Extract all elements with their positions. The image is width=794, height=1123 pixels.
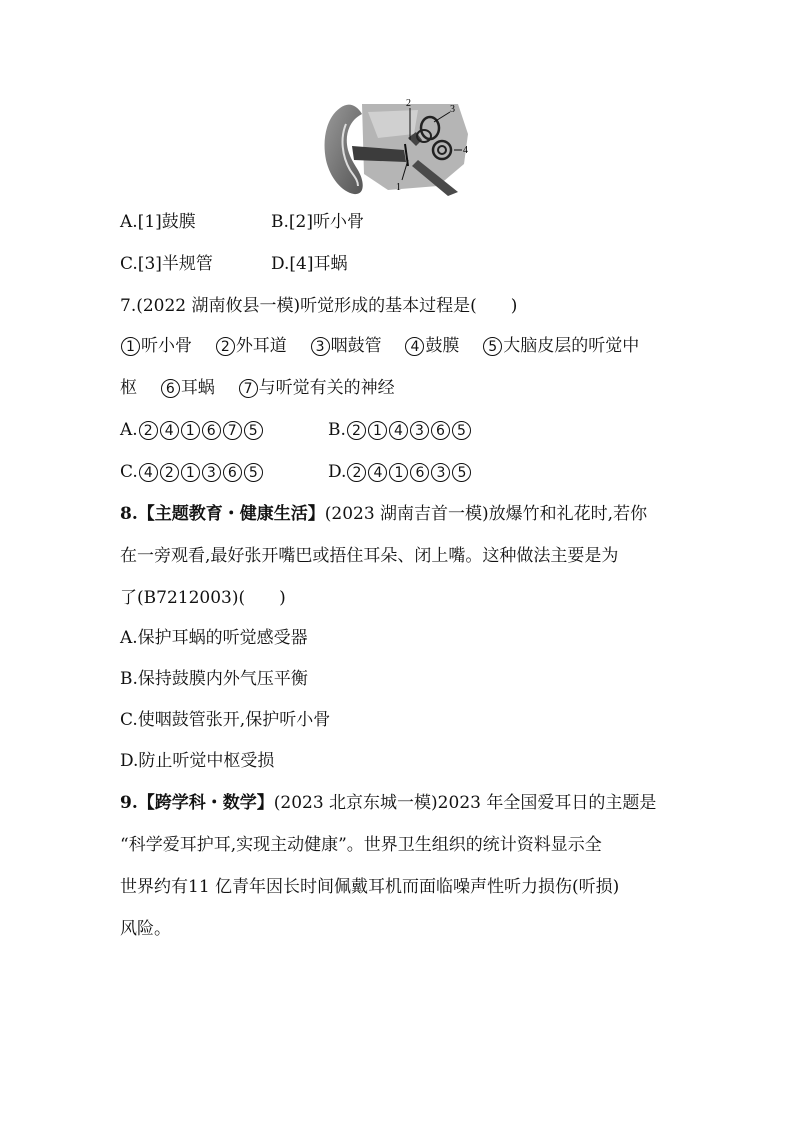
q7-option-b: B. 2 1 4 3 6 5 — [328, 419, 472, 441]
q9-line-1-text: (2023 北京东城一模)2023 年全国爱耳日的主题是 — [273, 793, 657, 813]
q7-item-2-text: 外耳道 — [235, 336, 287, 356]
q9-stem-line-2: “科学爱耳护耳,实现主动健康”。世界卫生组织的统计资料显示全 — [120, 835, 602, 855]
q7-items-line-2 — [120, 377, 395, 399]
q7-option-c: C. 4 2 1 3 6 5 — [120, 462, 264, 482]
q8-stem-line-1 — [120, 503, 647, 525]
q7-item-5-number: 5 — [483, 337, 502, 356]
q7-items-line-1 — [120, 335, 639, 357]
figure-label-1: 1 — [396, 182, 401, 193]
q6-option-c: C.[3]半规管 — [120, 254, 213, 274]
q7-option-d: D. 2 4 1 6 3 5 — [328, 461, 472, 483]
q7-item-3-text: 咽鼓管 — [330, 336, 382, 356]
q7-options-row-2 — [120, 461, 467, 483]
figure-label-4: 4 — [463, 145, 468, 156]
q7-item-2-number: 2 — [216, 337, 235, 356]
q8-tag: 【主题教育・健康生活】 — [137, 504, 325, 524]
q7-options-row-1 — [120, 419, 466, 441]
q9-stem-line-4: 风险。 — [120, 919, 171, 939]
q7-item-6-text: 耳蜗 — [180, 378, 215, 398]
q8-option-a: A.保护耳蜗的听觉感受器 — [120, 628, 308, 648]
q9-stem-line-3: 世界约有11 亿青年因长时间佩戴耳机而面临噪声性听力损伤(听损) — [120, 877, 620, 897]
figure-label-2: 2 — [406, 98, 411, 109]
figure-label-3: 3 — [450, 104, 455, 115]
q6-options-row-1 — [120, 211, 364, 233]
q7-item-7-number: 7 — [239, 379, 258, 398]
q8-stem-line-3: 了(B7212003)( ) — [120, 588, 286, 608]
q6-option-b: B.[2]听小骨 — [271, 212, 364, 232]
q9-number: 9. — [120, 793, 138, 813]
q9-tag: 【跨学科・数学】 — [137, 793, 274, 813]
q7-item-1-text: 听小骨 — [141, 336, 192, 356]
ear-diagram — [318, 94, 474, 200]
q8-number: 8. — [120, 504, 138, 524]
q7-stem: 7.(2022 湖南攸县一模)听觉形成的基本过程是( ) — [120, 296, 518, 316]
q7-item-4-number: 4 — [405, 337, 424, 356]
q6-option-d: D.[4]耳蜗 — [271, 254, 348, 274]
q7-line2-prefix: 枢 — [120, 378, 137, 398]
q7-item-7-text: 与听觉有关的神经 — [258, 378, 395, 398]
q6-option-a: A.[1]鼓膜 — [120, 212, 196, 232]
q7-item-3-number: 3 — [311, 337, 330, 356]
q7-option-a: A. 2 4 1 6 7 5 — [120, 420, 264, 440]
q7-item-5-text: 大脑皮层的听觉中 — [503, 336, 640, 356]
q8-option-b: B.保持鼓膜内外气压平衡 — [120, 669, 308, 689]
q9-stem-line-1 — [120, 792, 656, 814]
q7-item-6-number: 6 — [161, 379, 180, 398]
q8-line-1-text: (2023 湖南吉首一模)放爆竹和礼花时,若你 — [324, 504, 648, 524]
q6-options-row-2 — [120, 253, 348, 275]
q8-option-d: D.防止听觉中枢受损 — [120, 751, 275, 771]
q8-option-c: C.使咽鼓管张开,保护听小骨 — [120, 710, 331, 730]
q8-stem-line-2: 在一旁观看,最好张开嘴巴或捂住耳朵、闭上嘴。这种做法主要是为 — [120, 546, 619, 566]
q7-item-1-number: 1 — [121, 337, 140, 356]
q7-item-4-text: 鼓膜 — [425, 336, 460, 356]
